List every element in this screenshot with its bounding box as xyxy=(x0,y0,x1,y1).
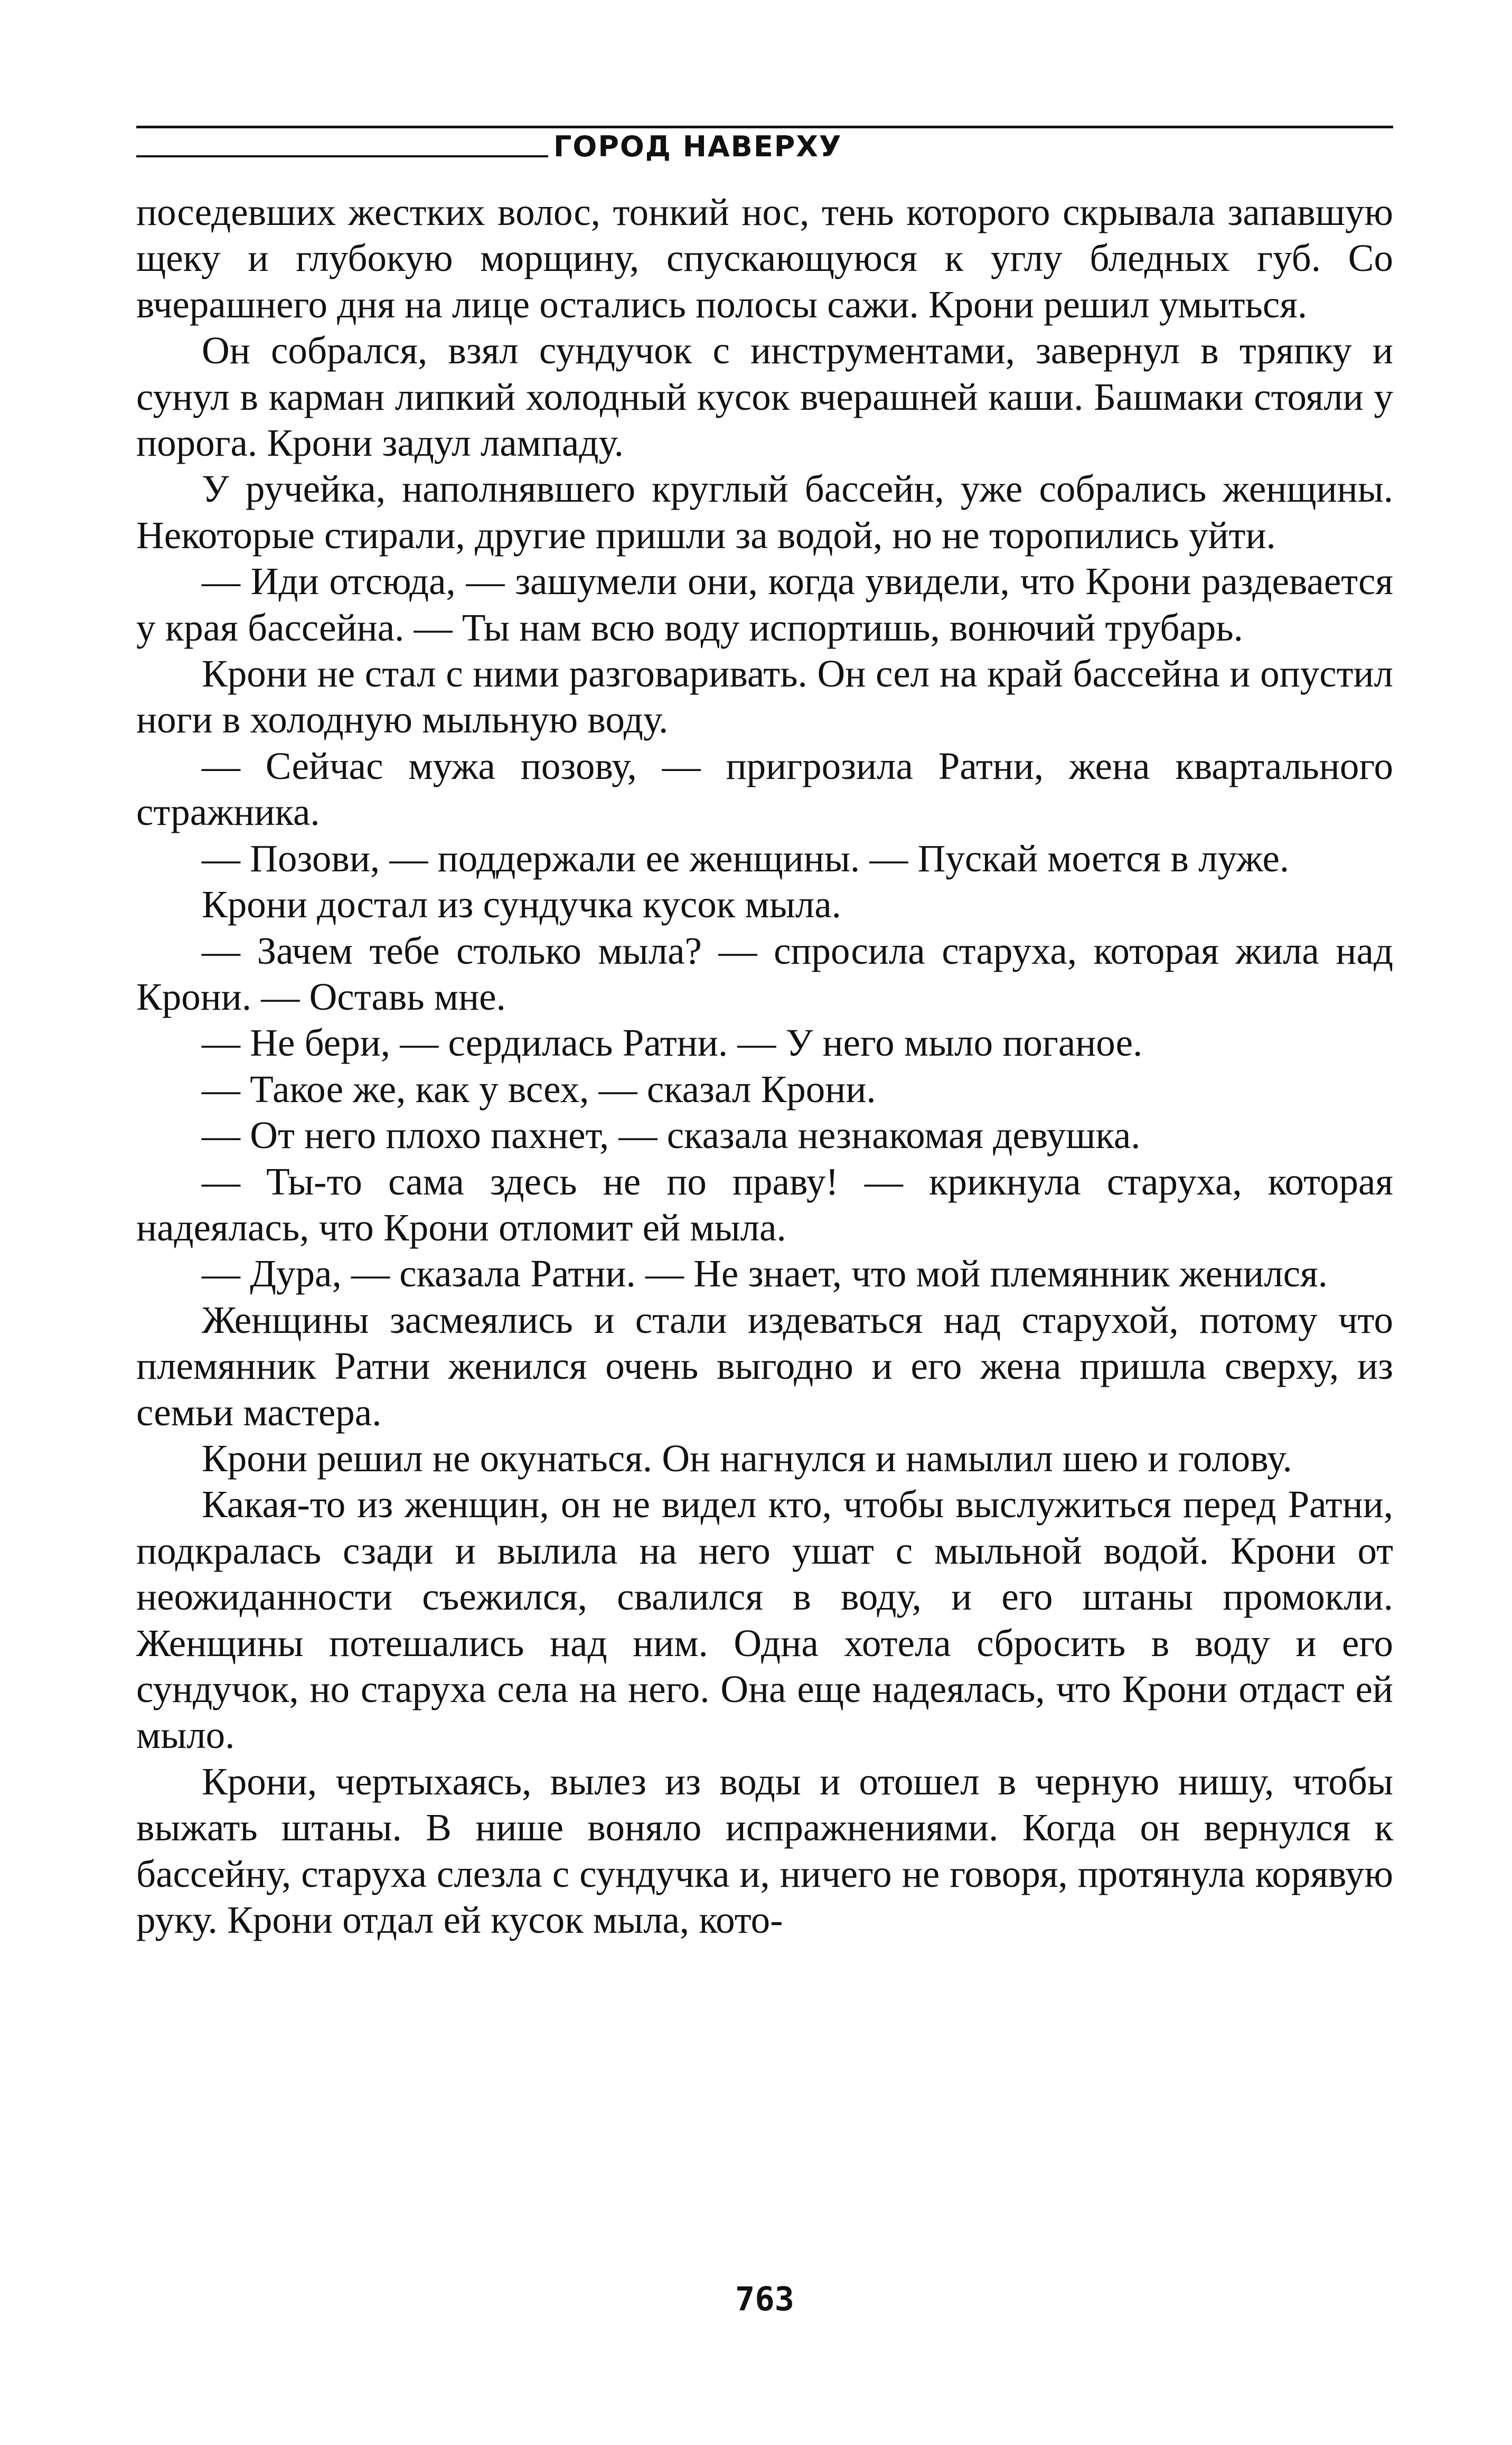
paragraph-8: Крони достал из сундучка кусок мыла. xyxy=(202,883,841,926)
paragraph-14: — Дура, — сказала Ратни. — Не знает, что мой племянник женился. xyxy=(202,1252,1328,1295)
paragraph-16: Крони решил не окунаться. Он нагнулся и намылил шею и голову. xyxy=(202,1436,1292,1480)
paragraph-2: Он собрался, взял сундучок с инструментами, завернул в тряпку и сунул в карман липкий холодный кусок вчерашней каши. Башмаки стояли у порога. Крони задул лампаду. xyxy=(136,329,1393,465)
paragraph-5: Крони не стал с ними разговаривать. Он сел на край бассейна и опустил ноги в холодную мыльную воду. xyxy=(136,652,1393,741)
running-title: ГОРОД НАВЕРХУ xyxy=(553,130,842,163)
paragraph-3: У ручейка, наполнявшего круглый бассейн, уже собрались женщины. Некоторые стирали, другие пришли за водой, но не торопились уйти. xyxy=(136,467,1393,557)
paragraph-7: — Позови, — поддержали ее женщины. — Пускай моется в луже. xyxy=(202,836,1290,880)
paragraph-1: поседевших жестких волос, тонкий нос, тень которого скрывала запавшую щеку и глубокую морщину, спускающуюся к углу бледных губ. Со вчерашнего дня на лице остались полосы сажи. Крони решил умыться. xyxy=(136,191,1393,326)
paragraph-10: — Не бери, — сердилась Ратни. — У него мыло поганое. xyxy=(202,1021,1143,1065)
body-text xyxy=(136,189,1393,1943)
paragraph-17: Какая-то из женщин, он не видел кто, чтобы выслужиться перед Ратни, подкралась сзади и вылила на него ушат с мыльной водой. Крони от неожиданности съежился, свалился в воду, и его штаны промокли. Женщины потешались над ним. Одна хотела сбросить в воду и его сундучок, но старуха села на него. Она еще надеялась, что Крони отдаст ей мыло. xyxy=(136,1483,1393,1757)
paragraph-18: Крони, чертыхаясь, вылез из воды и отошел в черную нишу, чтобы выжать штаны. В нише воняло испражнениями. Когда он вернулся к бассейну, старуха слезла с сундучка и, ничего не говоря, протянула корявую руку. Крони отдал ей кусок мыла, кото- xyxy=(136,1760,1393,1942)
header-rule-top xyxy=(136,126,1393,128)
paragraph-13: — Ты-то сама здесь не по праву! — крикнула старуха, которая надеялась, что Крони отломит ей мыла. xyxy=(136,1160,1393,1249)
running-header xyxy=(136,116,1393,171)
paragraph-6: — Сейчас мужа позову, — пригрозила Ратни, жена квартального стражника. xyxy=(136,744,1393,834)
paragraph-15: Женщины засмеялись и стали издеваться над старухой, потому что племянник Ратни женился очень выгодно и его жена пришла сверху, из семьи мастера. xyxy=(136,1298,1393,1434)
paragraph-11: — Такое же, как у всех, — сказал Крони. xyxy=(202,1067,876,1111)
header-rule-left xyxy=(136,155,548,157)
book-page xyxy=(136,116,1393,2429)
paragraph-4: — Иди отсюда, — зашумели они, когда увидели, что Крони раздевается у края бассейна. — Ты нам всю воду испортишь, вонючий трубарь. xyxy=(136,560,1393,649)
paragraph-12: — От него плохо пахнет, — сказала незнакомая девушка. xyxy=(202,1114,1141,1157)
page-number: 763 xyxy=(735,2280,794,2318)
paragraph-9: — Зачем тебе столько мыла? — спросила старуха, которая жила над Крони. — Оставь мне. xyxy=(136,929,1393,1018)
